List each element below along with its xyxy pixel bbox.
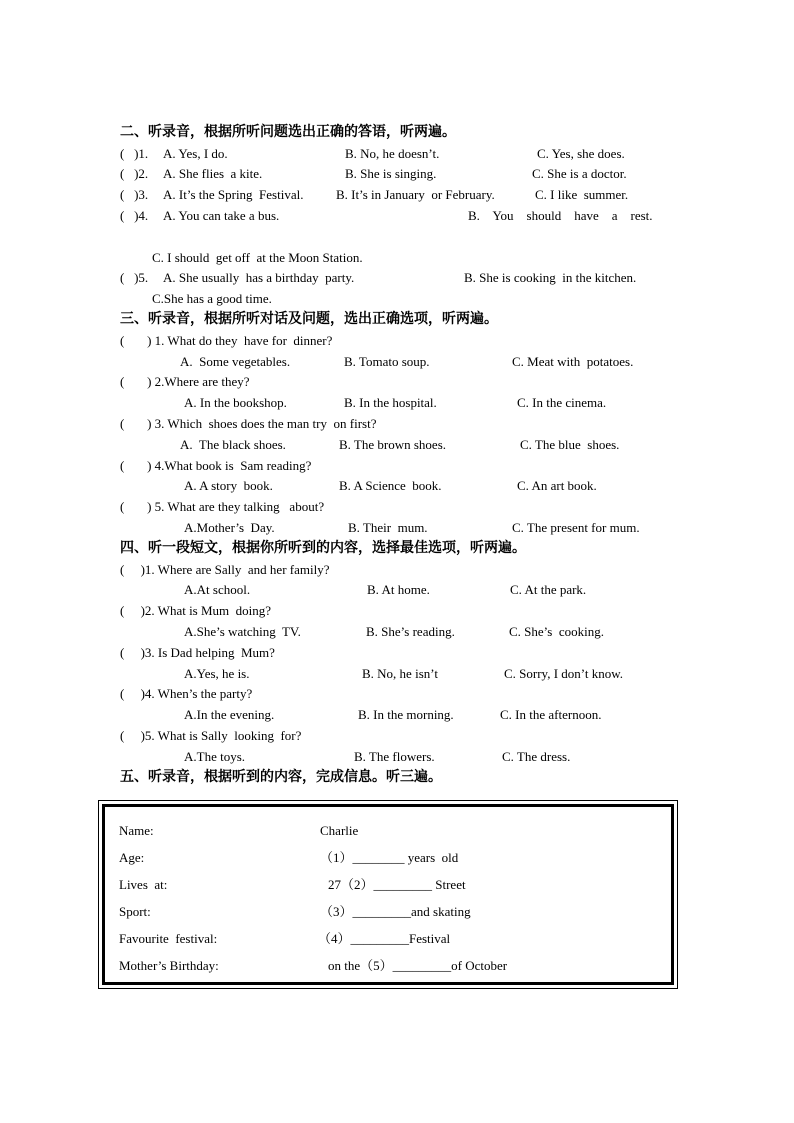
- s3-q2-option-a: A. In the bookshop.: [184, 395, 287, 410]
- s4-q2-option-c: C. She’s cooking.: [509, 624, 604, 639]
- s3-q5-option-b: B. Their mum.: [348, 520, 428, 535]
- s3-q5-option-c: C. The present for mum.: [512, 520, 640, 535]
- form-value-lives-at: 27（2）_________ Street: [328, 877, 466, 892]
- s2-q5-option-b: B. She is cooking in the kitchen.: [464, 270, 637, 285]
- s2-q1-number: ( )1.: [120, 146, 149, 161]
- form-value-sport: （3）_________and skating: [320, 904, 471, 919]
- s4-q5-option-b: B. The flowers.: [354, 749, 435, 764]
- s3-q4-option-a: A. A story book.: [184, 478, 273, 493]
- section-3-title: 三、听录音，根据所听对话及问题，选出正确选项，听两遍。: [120, 311, 498, 327]
- s2-q5-option-c: C.She has a good time.: [152, 291, 272, 306]
- form-value-festival: （4）_________Festival: [318, 931, 451, 946]
- s4-q1-option-b: B. At home.: [367, 582, 430, 597]
- s4-q3-option-a: A.Yes, he is.: [184, 666, 250, 681]
- s3-q5-option-a: A.Mother’s Day.: [184, 520, 275, 535]
- s3-q1-option-c: C. Meat with potatoes.: [512, 354, 634, 369]
- s2-q1-option-c: C. Yes, she does.: [537, 146, 625, 161]
- s2-q5-option-a: A. She usually has a birthday party.: [163, 270, 355, 285]
- s2-q4-option-b: B. You should have a rest.: [468, 208, 653, 223]
- s4-q4-option-a: A.In the evening.: [184, 707, 275, 722]
- s4-q1-option-a: A.At school.: [184, 582, 251, 597]
- s3-q4-question: ( ) 4.What book is Sam reading?: [120, 458, 312, 473]
- s4-q5-question: ( )5. What is Sally looking for?: [120, 728, 302, 743]
- form-label-age: Age:: [119, 850, 145, 865]
- s2-q2-option-a: A. She flies a kite.: [163, 166, 263, 181]
- s2-q3-option-c: C. I like summer.: [535, 187, 629, 202]
- s2-q3-option-a: A. It’s the Spring Festival.: [163, 187, 304, 202]
- form-label-festival: Favourite festival:: [119, 931, 218, 946]
- section-5-title: 五、听录音，根据听到的内容，完成信息。听三遍。: [120, 769, 442, 785]
- s2-q1-option-b: B. No, he doesn’t.: [345, 146, 440, 161]
- s4-q4-option-b: B. In the morning.: [358, 707, 454, 722]
- s2-q3-option-b: B. It’s in January or February.: [336, 187, 495, 202]
- s3-q1-question: ( ) 1. What do they have for dinner?: [120, 333, 333, 348]
- s4-q1-question: ( )1. Where are Sally and her family?: [120, 562, 330, 577]
- s2-q4-number: ( )4.: [120, 208, 149, 223]
- s4-q2-option-b: B. She’s reading.: [366, 624, 455, 639]
- section-2-title: 二、听录音，根据所听问题选出正确的答语，听两遍。: [120, 124, 456, 140]
- s4-q4-question: ( )4. When’s the party?: [120, 686, 253, 701]
- s4-q3-option-b: B. No, he isn’t: [362, 666, 438, 681]
- s3-q4-option-c: C. An art book.: [517, 478, 597, 493]
- s3-q2-question: ( ) 2.Where are they?: [120, 374, 250, 389]
- s2-q5-number: ( )5.: [120, 270, 149, 285]
- s3-q1-option-b: B. Tomato soup.: [344, 354, 430, 369]
- s2-q2-option-c: C. She is a doctor.: [532, 166, 627, 181]
- s3-q3-option-c: C. The blue shoes.: [520, 437, 620, 452]
- s3-q5-question: ( ) 5. What are they talking about?: [120, 499, 325, 514]
- s4-q4-option-c: C. In the afternoon.: [500, 707, 602, 722]
- section-4-title: 四、听一段短文，根据你所听到的内容，选择最佳选项，听两遍。: [120, 540, 526, 556]
- s2-q4-option-a: A. You can take a bus.: [163, 208, 280, 223]
- s3-q4-option-b: B. A Science book.: [339, 478, 442, 493]
- s4-q5-option-a: A.The toys.: [184, 749, 246, 764]
- s4-q2-question: ( )2. What is Mum doing?: [120, 603, 272, 618]
- form-label-mothers-birthday: Mother’s Birthday:: [119, 958, 219, 973]
- form-label-name: Name:: [119, 823, 154, 838]
- form-label-lives-at: Lives at:: [119, 877, 168, 892]
- s3-q1-option-a: A. Some vegetables.: [180, 354, 291, 369]
- s4-q3-option-c: C. Sorry, I don’t know.: [504, 666, 624, 681]
- s2-q4-option-c: C. I should get off at the Moon Station.: [152, 250, 363, 265]
- form-value-mothers-birthday: on the（5）_________of October: [328, 958, 508, 973]
- s3-q2-option-b: B. In the hospital.: [344, 395, 437, 410]
- form-label-sport: Sport:: [119, 904, 151, 919]
- s2-q2-option-b: B. She is singing.: [345, 166, 437, 181]
- s3-q3-question: ( ) 3. Which shoes does the man try on first?: [120, 416, 377, 431]
- s4-q1-option-c: C. At the park.: [510, 582, 587, 597]
- s4-q3-question: ( )3. Is Dad helping Mum?: [120, 645, 275, 660]
- form-value-name: Charlie: [320, 823, 359, 838]
- s2-q1-option-a: A. Yes, I do.: [163, 146, 228, 161]
- form-value-age: （1）________ years old: [320, 850, 459, 865]
- s3-q3-option-b: B. The brown shoes.: [339, 437, 447, 452]
- s4-q2-option-a: A.She’s watching TV.: [184, 624, 301, 639]
- s2-q3-number: ( )3.: [120, 187, 149, 202]
- s3-q3-option-a: A. The black shoes.: [180, 437, 286, 452]
- s4-q5-option-c: C. The dress.: [502, 749, 571, 764]
- s2-q2-number: ( )2.: [120, 166, 149, 181]
- s3-q2-option-c: C. In the cinema.: [517, 395, 607, 410]
